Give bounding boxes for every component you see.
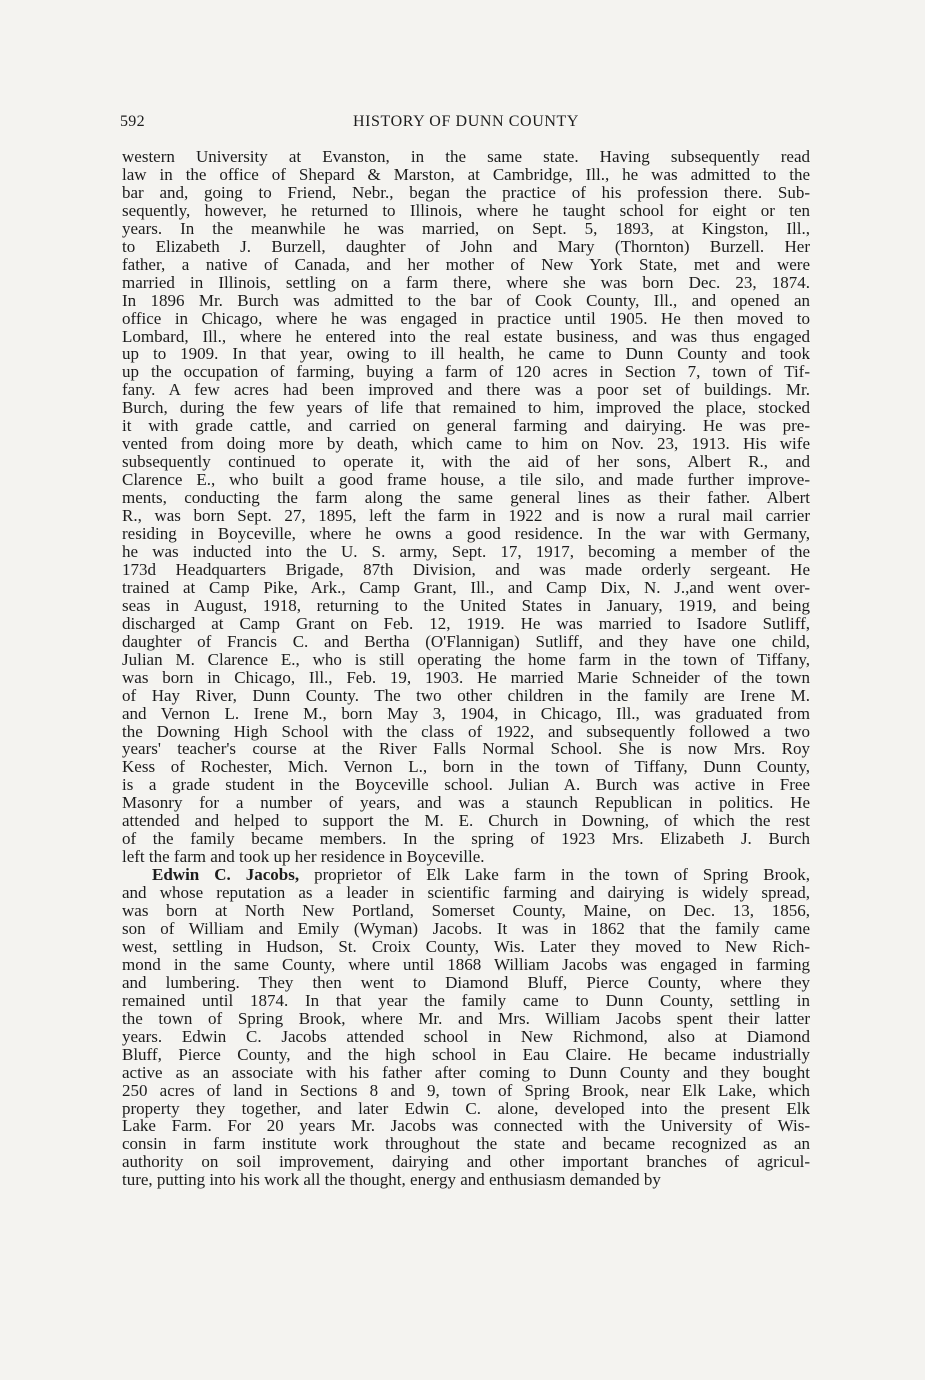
text-line: and lumbering. They then went to Diamond Bluff, Pierce County, where they bbox=[122, 972, 810, 992]
text-line: years. Edwin C. Jacobs attended school in New Richmond, also at Diamond bbox=[122, 1026, 810, 1046]
text-line: Kess of Rochester, Mich. Vernon L., born in the town of Tiffany, Dunn County, bbox=[122, 757, 810, 777]
text-line: Masonry for a number of years, and was a staunch Republican in politics. He bbox=[122, 793, 810, 813]
text-line: fany. A few acres had been improved and there was a poor set of buildings. Mr. bbox=[122, 380, 810, 400]
text-line: 250 acres of land in Sections 8 and 9, town of Spring Brook, near Elk Lake, which bbox=[122, 1080, 810, 1100]
text-line: mond in the same County, where until 1868 William Jacobs was engaged in farming bbox=[122, 954, 810, 974]
text-line: up the occupation of farming, buying a farm of 120 acres in Section 7, town of Tif- bbox=[122, 362, 810, 382]
text-line: 173d Headquarters Brigade, 87th Division, and was made orderly sergeant. He bbox=[122, 559, 810, 579]
text-line: married in Illinois, settling on a farm there, where she was born Dec. 23, 1874. bbox=[122, 272, 810, 292]
text-line: the town of Spring Brook, where Mr. and Mrs. William Jacobs spent their latter bbox=[122, 1008, 810, 1028]
text-line: father, a native of Canada, and her mother of New York State, met and were bbox=[122, 254, 810, 274]
text-line: Bluff, Pierce County, and the high school in Eau Claire. He became industrially bbox=[122, 1044, 810, 1064]
text-line: In 1896 Mr. Burch was admitted to the bar of Cook County, Ill., and opened an bbox=[122, 290, 810, 310]
text-line: sequently, however, he returned to Illinois, where he taught school for eight or ten bbox=[122, 200, 810, 220]
text-line: was born at North New Portland, Somerset County, Maine, on Dec. 13, 1856, bbox=[122, 901, 810, 921]
body-text bbox=[122, 148, 810, 1189]
text-line: and Vernon L. Irene M., born May 3, 1904, in Chicago, Ill., was graduated from bbox=[122, 703, 810, 723]
text-line: western University at Evanston, in the same state. Having subsequently read bbox=[122, 147, 810, 166]
text-line: he was inducted into the U. S. army, Sept. 17, 1917, becoming a member of the bbox=[122, 541, 810, 561]
page-number: 592 bbox=[120, 113, 145, 130]
text-line: attended and helped to support the M. E. Church in Downing, of which the rest bbox=[122, 811, 810, 831]
text-line: left the farm and took up her residence in Boyceville. bbox=[122, 847, 485, 867]
text-line: up to 1909. In that year, owing to ill health, he came to Dunn County and took bbox=[122, 344, 810, 364]
text-line: was born in Chicago, Ill., Feb. 19, 1903. He married Marie Schneider of the town bbox=[122, 667, 810, 687]
text-line: Julian M. Clarence E., who is still operating the home farm in the town of Tiffany, bbox=[122, 649, 810, 669]
text-line: years. In the meanwhile he was married, on Sept. 5, 1893, at Kingston, Ill., bbox=[122, 218, 810, 238]
text-line: remained until 1874. In that year the family came to Dunn County, settling in bbox=[122, 990, 810, 1010]
text-line: bar and, going to Friend, Nebr., began the practice of his profession there. Sub- bbox=[122, 182, 810, 202]
running-head: HISTORY OF DUNN COUNTY bbox=[352, 113, 580, 130]
text-line: vented from doing more by death, which came to him on Nov. 23, 1913. His wife bbox=[122, 434, 810, 454]
text-line: law in the office of Shepard & Marston, at Cambridge, Ill., he was admitted to the bbox=[122, 164, 810, 184]
text-line: ture, putting into his work all the thought, energy and enthusiasm demanded by bbox=[122, 1170, 661, 1190]
text-line bbox=[122, 866, 810, 884]
text-line: residing in Boyceville, where he owns a good residence. In the war with Germany, bbox=[122, 524, 810, 544]
text-line: discharged at Camp Grant on Feb. 12, 1919. He was married to Isadore Sutliff, bbox=[122, 613, 810, 633]
text-line: consin in farm institute work throughout the state and became recognized as an bbox=[122, 1134, 810, 1154]
text-line: west, settling in Hudson, St. Croix County, Wis. Later they moved to New Rich- bbox=[122, 936, 810, 956]
text-line: property they together, and later Edwin C. alone, developed into the present Elk bbox=[122, 1098, 810, 1118]
text-line: trained at Camp Pike, Ark., Camp Grant, Ill., and Camp Dix, N. J.,and went over- bbox=[122, 577, 810, 597]
text-line: of the family became members. In the spring of 1923 Mrs. Elizabeth J. Burch bbox=[122, 829, 810, 849]
text-line: daughter of Francis C. and Bertha (O'Flannigan) Sutliff, and they have one child, bbox=[122, 631, 810, 651]
text-line: Clarence E., who built a good frame house, a tile silo, and made further improve- bbox=[122, 470, 810, 490]
text-line: the Downing High School with the class of 1922, and subsequently followed a two bbox=[122, 721, 810, 741]
paragraph-edwin-c-jacobs bbox=[122, 866, 810, 1189]
page-header bbox=[120, 113, 812, 135]
text-line: active as an associate with his father after coming to Dunn County and they bought bbox=[122, 1062, 810, 1082]
text-line: Lake Farm. For 20 years Mr. Jacobs was connected with the University of Wis- bbox=[122, 1116, 810, 1136]
text-line: subsequently continued to operate it, with the aid of her sons, Albert R., and bbox=[122, 452, 810, 472]
text-line: office in Chicago, where he was engaged in practice until 1905. He then moved to bbox=[122, 308, 810, 328]
text-line: it with grade cattle, and carried on general farming and dairying. He was pre- bbox=[122, 416, 810, 436]
text-line: years' teacher's course at the River Falls Normal School. She is now Mrs. Roy bbox=[122, 739, 810, 759]
text-line: seas in August, 1918, returning to the United States in January, 1919, and being bbox=[122, 595, 810, 615]
text-line: is a grade student in the Boyceville school. Julian A. Burch was active in Free bbox=[122, 775, 810, 795]
text-line: Burch, during the few years of life that remained to him, improved the place, stocked bbox=[122, 398, 810, 418]
text-line: and whose reputation as a leader in scientific farming and dairying is widely spread, bbox=[122, 883, 810, 903]
text-line: authority on soil improvement, dairying and other important branches of agricul- bbox=[122, 1152, 810, 1172]
text-line: R., was born Sept. 27, 1895, left the farm in 1922 and is now a rural mail carrier bbox=[122, 506, 810, 526]
text-line: to Elizabeth J. Burzell, daughter of John and Mary (Thornton) Burzell. Her bbox=[122, 236, 810, 256]
text-line: ments, conducting the farm along the same general lines as their father. Albert bbox=[122, 488, 810, 508]
line-text: proprietor of Elk Lake farm in the town of Spring Brook, bbox=[299, 865, 810, 885]
text-line: Lombard, Ill., where he entered into the real estate business, and was thus engaged bbox=[122, 326, 810, 346]
subject-name: Edwin C. Jacobs, bbox=[152, 865, 300, 885]
text-line: son of William and Emily (Wyman) Jacobs. It was in 1862 that the family came bbox=[122, 918, 810, 938]
paragraph-burch-continued bbox=[122, 148, 810, 866]
text-line: of Hay River, Dunn County. The two other children in the family are Irene M. bbox=[122, 685, 810, 705]
